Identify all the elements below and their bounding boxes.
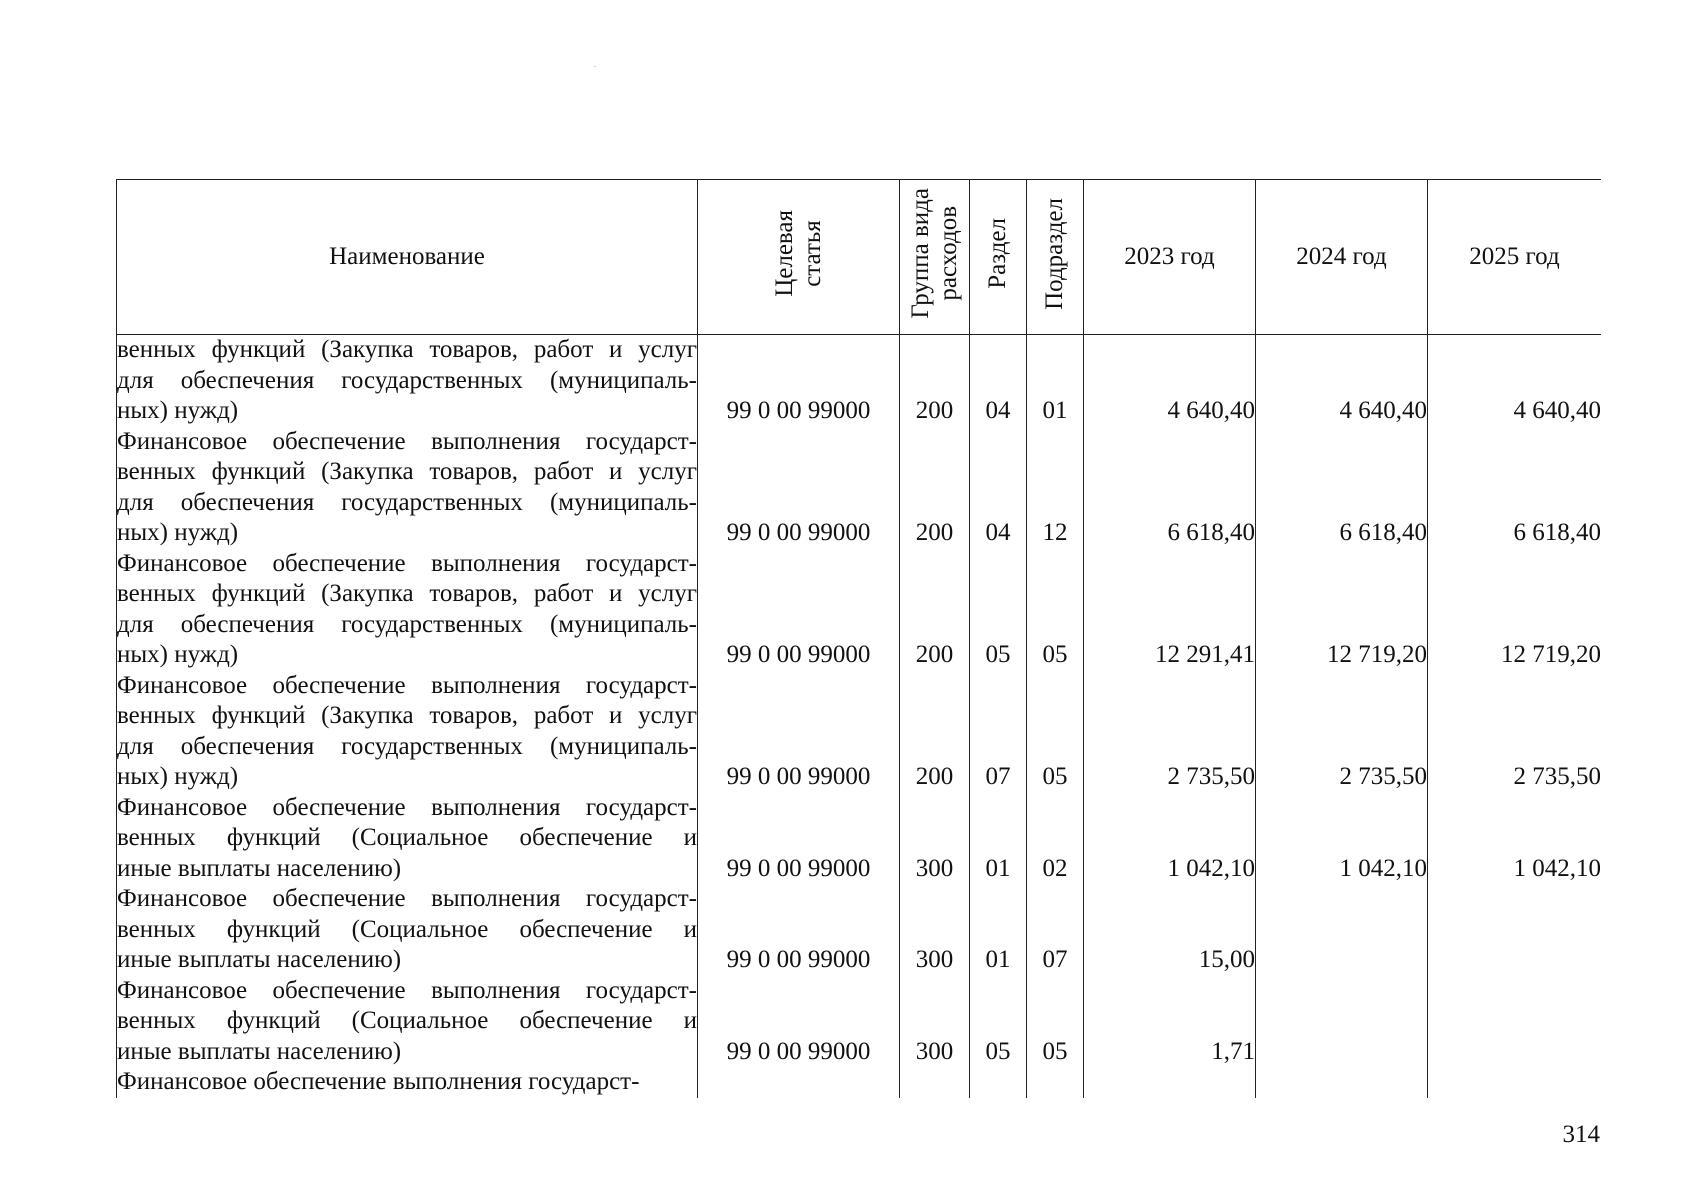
table-row	[117, 671, 1602, 793]
header-year-2025-label: 2025 год	[1469, 243, 1560, 270]
row-target-article: 99 0 00 99000	[698, 671, 900, 793]
row-amount-2025: 2 735,50	[1428, 671, 1602, 793]
row-amount-2025: 4 640,40	[1428, 335, 1602, 427]
row-name-line: венных функций (Закупка товаров, работ и услуг	[117, 336, 697, 363]
row-amount-2024	[1256, 884, 1428, 976]
row-name-line: Финансовое обеспечение выполнения государст-	[117, 427, 697, 455]
header-section	[970, 180, 1027, 335]
row-section: 04	[970, 427, 1027, 549]
row-name-line: иные выплаты населению)	[117, 854, 402, 882]
row-expense-group: 300	[900, 793, 970, 885]
row-target-article	[698, 1067, 900, 1098]
row-section: 05	[970, 976, 1027, 1068]
row-name-line: Финансовое обеспечение выполнения государст-	[117, 1068, 640, 1095]
header-year-2024-label: 2024 год	[1296, 243, 1387, 270]
row-target-article: 99 0 00 99000	[698, 793, 900, 885]
row-name-line: ных) нужд)	[117, 519, 239, 546]
row-section: 05	[970, 549, 1027, 671]
budget-table-container	[116, 179, 1601, 1101]
row-target-article: 99 0 00 99000	[698, 335, 900, 427]
row-name-line: для обеспечения государственных (муниципаль-	[117, 732, 697, 760]
table-row	[117, 976, 1602, 1068]
row-target-article: 99 0 00 99000	[698, 976, 900, 1068]
row-target-article: 99 0 00 99000	[698, 427, 900, 549]
row-amount-2023: 4 640,40	[1084, 335, 1256, 427]
header-year-2023	[1084, 180, 1256, 335]
header-year-2024	[1256, 180, 1428, 335]
row-name-line: венных функций (Социальное обеспечение и	[117, 915, 697, 943]
row-amount-2023: 2 735,50	[1084, 671, 1256, 793]
row-name-line: венных функций (Закупка товаров, работ и услуг	[117, 702, 697, 729]
row-expense-group: 200	[900, 671, 970, 793]
row-amount-2024: 1 042,10	[1256, 793, 1428, 885]
row-amount-2024	[1256, 1067, 1428, 1098]
row-name-line: Финансовое обеспечение выполнения государст-	[117, 671, 697, 699]
header-subsection	[1027, 180, 1084, 335]
row-name-cell	[117, 549, 698, 671]
row-amount-2023: 1,71	[1084, 976, 1256, 1068]
row-name-cell	[117, 671, 698, 793]
page-number: 314	[1562, 1121, 1600, 1148]
row-target-article: 99 0 00 99000	[698, 549, 900, 671]
header-row	[117, 180, 1602, 335]
row-name-line: для обеспечения государственных (муниципаль-	[117, 488, 697, 516]
row-name-line: Финансовое обеспечение выполнения государст-	[117, 976, 697, 1004]
row-name-cell	[117, 976, 698, 1068]
row-amount-2023: 15,00	[1084, 884, 1256, 976]
table-header	[117, 180, 1602, 335]
row-subsection: 05	[1027, 671, 1084, 793]
row-name-line: для обеспечения государственных (муниципаль-	[117, 610, 697, 638]
header-year-2025	[1428, 180, 1602, 335]
row-name-cell	[117, 793, 698, 885]
row-expense-group: 200	[900, 549, 970, 671]
header-subsection-label: Подраздел	[1041, 197, 1068, 310]
row-section: 07	[970, 671, 1027, 793]
budget-table	[116, 179, 1601, 1098]
row-expense-group	[900, 1067, 970, 1098]
header-target-article	[698, 180, 900, 335]
row-amount-2025: 1 042,10	[1428, 793, 1602, 885]
row-subsection: 01	[1027, 335, 1084, 427]
row-name-cell	[117, 1067, 698, 1098]
row-name-line: венных функций (Социальное обеспечение и	[117, 1007, 697, 1034]
row-name-line: для обеспечения государственных (муниципаль-	[117, 366, 697, 394]
row-amount-2024: 2 735,50	[1256, 671, 1428, 793]
row-name-line: иные выплаты населению)	[117, 946, 402, 973]
row-expense-group: 200	[900, 427, 970, 549]
row-subsection: 07	[1027, 884, 1084, 976]
row-name-cell	[117, 884, 698, 976]
row-name-cell	[117, 335, 698, 427]
row-name-line: венных функций (Закупка товаров, работ и услуг	[117, 580, 697, 607]
table-row	[117, 884, 1602, 976]
row-name-line: венных функций (Социальное обеспечение и	[117, 824, 697, 851]
row-amount-2024: 12 719,20	[1256, 549, 1428, 671]
row-amount-2025	[1428, 976, 1602, 1068]
row-expense-group: 200	[900, 335, 970, 427]
scan-speck	[594, 66, 596, 67]
row-amount-2023	[1084, 1067, 1256, 1098]
row-expense-group: 300	[900, 976, 970, 1068]
row-amount-2025: 12 719,20	[1428, 549, 1602, 671]
table-row	[117, 793, 1602, 885]
row-subsection: 12	[1027, 427, 1084, 549]
row-subsection	[1027, 1067, 1084, 1098]
row-amount-2023: 12 291,41	[1084, 549, 1256, 671]
row-subsection: 05	[1027, 976, 1084, 1068]
row-section: 01	[970, 793, 1027, 885]
row-amount-2024	[1256, 976, 1428, 1068]
header-name-label: Наименование	[329, 243, 485, 270]
row-subsection: 05	[1027, 549, 1084, 671]
table-body	[117, 335, 1602, 1098]
row-section	[970, 1067, 1027, 1098]
header-name	[117, 180, 698, 335]
header-expense-group-label: Группа вида расходов	[906, 188, 962, 319]
header-section-label: Раздел	[984, 218, 1011, 289]
row-amount-2023: 1 042,10	[1084, 793, 1256, 885]
header-expense-group	[900, 180, 970, 335]
row-name-line: Финансовое обеспечение выполнения государст-	[117, 549, 697, 577]
row-name-line: Финансовое обеспечение выполнения государст-	[117, 885, 697, 912]
row-amount-2024: 4 640,40	[1256, 335, 1428, 427]
table-row	[117, 549, 1602, 671]
row-name-line: ных) нужд)	[117, 641, 239, 668]
row-name-line: Финансовое обеспечение выполнения государст-	[117, 793, 697, 821]
header-year-2023-label: 2023 год	[1124, 243, 1215, 270]
row-name-line: венных функций (Закупка товаров, работ и услуг	[117, 458, 697, 485]
table-row	[117, 335, 1602, 427]
row-amount-2025: 6 618,40	[1428, 427, 1602, 549]
row-target-article: 99 0 00 99000	[698, 884, 900, 976]
table-row	[117, 427, 1602, 549]
row-name-cell	[117, 427, 698, 549]
row-name-line: ных) нужд)	[117, 397, 239, 424]
row-amount-2024: 6 618,40	[1256, 427, 1428, 549]
header-target-article-label: Целевая статья	[770, 210, 826, 297]
row-expense-group: 300	[900, 884, 970, 976]
row-amount-2025	[1428, 884, 1602, 976]
row-amount-2023: 6 618,40	[1084, 427, 1256, 549]
row-amount-2025	[1428, 1067, 1602, 1098]
row-section: 01	[970, 884, 1027, 976]
row-section: 04	[970, 335, 1027, 427]
row-name-line: иные выплаты населению)	[117, 1037, 402, 1065]
row-subsection: 02	[1027, 793, 1084, 885]
row-name-line: ных) нужд)	[117, 763, 239, 790]
table-row	[117, 1067, 1602, 1098]
